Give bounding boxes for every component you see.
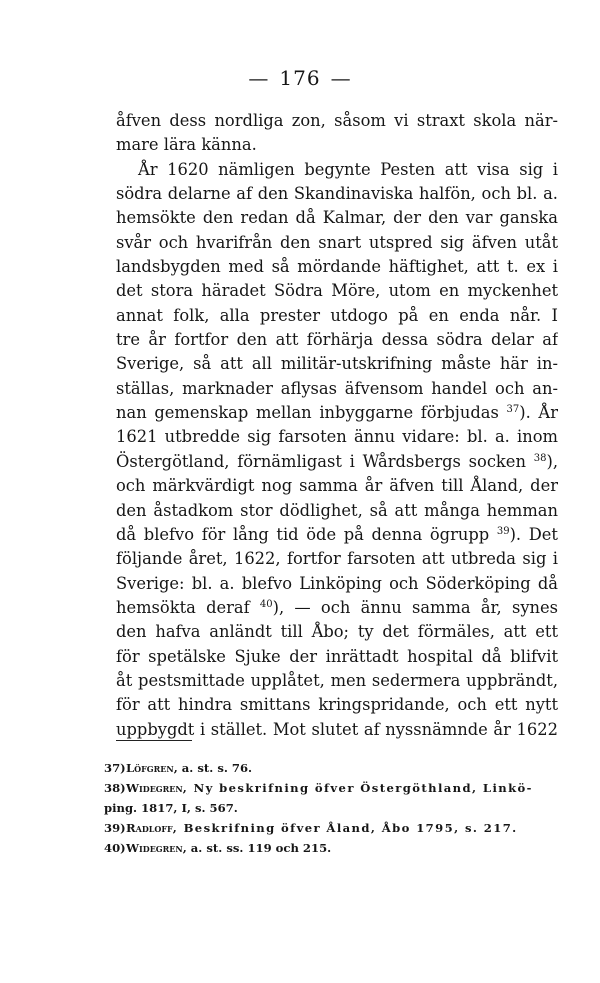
text-line: svår och hvarifrån den snart utspred sig äfven utåt (116, 232, 558, 252)
text-segment: ), (546, 451, 558, 471)
text-line: för att hindra smittans kringspridande, och ett nytt (116, 695, 558, 715)
text-line: den hafva anländt till Åbo; ty det förmäles, att ett (116, 622, 558, 642)
footnote-ref-38: 38 (533, 452, 547, 464)
header-dash-left: — (248, 66, 270, 90)
text-line: mare lära känna. (116, 135, 257, 155)
footnote-40 (104, 838, 560, 858)
text-line: och märkvärdigt nog samma år äfven till Åland, der (116, 476, 558, 496)
text-line: södra delarne af den Skandinaviska halfön, och bl. a. (116, 184, 558, 204)
footnote-number: 38) (104, 781, 126, 795)
text-line: uppbygdt i stället. Mot slutet af nyssnämnde år 1622 (116, 719, 558, 739)
footnote-number: 40) (104, 841, 126, 855)
text-segment: ). Det (509, 524, 558, 544)
footnote-38 (104, 778, 560, 798)
footnote-divider (116, 740, 192, 741)
text-line: landsbygden med så mördande häftighet, att t. ex i (116, 257, 558, 277)
text-line: År 1620 nämligen begynte Pesten att visa sig i (138, 159, 558, 179)
text-line: för spetälske Sjuke der inrättadt hospital då blifvit (116, 646, 558, 666)
text-line: Sverige: bl. a. blefvo Linköping och Söderköping då (116, 573, 558, 593)
footnote-author: Widegren (126, 841, 183, 855)
footnote-ref-40: 40 (259, 598, 273, 610)
body-text (116, 109, 558, 742)
footnote-text: , Ny beskrifning öfver Östergöthland, Linkö- (182, 781, 533, 795)
footnote-number: 39) (104, 821, 126, 835)
text-segment: hemsökta deraf (116, 597, 250, 617)
footnote-number: 37) (104, 761, 126, 775)
text-line: Sverige, så att all militär-utskrifning måste här in- (116, 354, 558, 374)
footnote-38-continuation: ping. 1817, I, s. 567. (104, 801, 238, 815)
footnote-39 (104, 818, 560, 838)
text-segment: då blefvo för lång tid öde på denna ögrupp (116, 524, 490, 544)
footnote-author: Widegren (126, 781, 183, 795)
text-line: 1621 utbredde sig farsoten ännu vidare: bl. a. inom (116, 427, 558, 447)
text-segment: nan gemenskap mellan inbyggarne förbjudas (116, 403, 499, 423)
text-line-with-ref-38 (116, 450, 558, 474)
text-line: följande året, 1622, fortfor farsoten att utbreda sig i (116, 549, 558, 569)
text-line: åt pestsmittade upplåtet, men sedermera uppbrändt, (116, 670, 558, 690)
text-line: tre år fortfor den att förhärja dessa södra delar af (116, 330, 558, 350)
footnotes (104, 758, 560, 858)
footnote-ref-37: 37 (506, 404, 520, 416)
footnote-text: , Beskrifning öfver Åland, Åbo 1795, s. 217. (172, 821, 518, 835)
header-dash-right: — (330, 66, 352, 90)
text-segment: ), — och ännu samma år, synes (272, 597, 558, 617)
text-line-with-ref-37 (116, 401, 558, 425)
text-line-with-ref-40 (116, 596, 558, 620)
footnote-text: , a. st. ss. 119 och 215. (182, 841, 332, 855)
text-line: hemsökte den redan då Kalmar, der den var ganska (116, 208, 558, 228)
footnote-author: Löfgren (126, 761, 174, 775)
footnote-ref-39: 39 (496, 525, 510, 537)
text-segment: ). År (519, 403, 558, 423)
text-line: den åstadkom stor dödlighet, så att många hemman (116, 500, 558, 520)
footnote-37 (104, 758, 560, 778)
text-line: ställas, marknader aflysas äfvensom handel och an- (116, 378, 558, 398)
footnote-text: , a. st. s. 76. (173, 761, 253, 775)
text-segment: Östergötland, förnämligast i Wårdsbergs socken (116, 451, 526, 471)
footnote-author: Radloff (126, 821, 173, 835)
text-line: åfven dess nordliga zon, såsom vi straxt skola när- (116, 111, 558, 130)
text-line-with-ref-39 (116, 523, 558, 547)
page-header (0, 66, 600, 90)
text-line: annat folk, alla prester utdogo på en enda når. I (116, 305, 558, 325)
text-line: det stora häradet Södra Möre, utom en myckenhet (116, 281, 558, 301)
page-number: 176 (279, 66, 321, 90)
